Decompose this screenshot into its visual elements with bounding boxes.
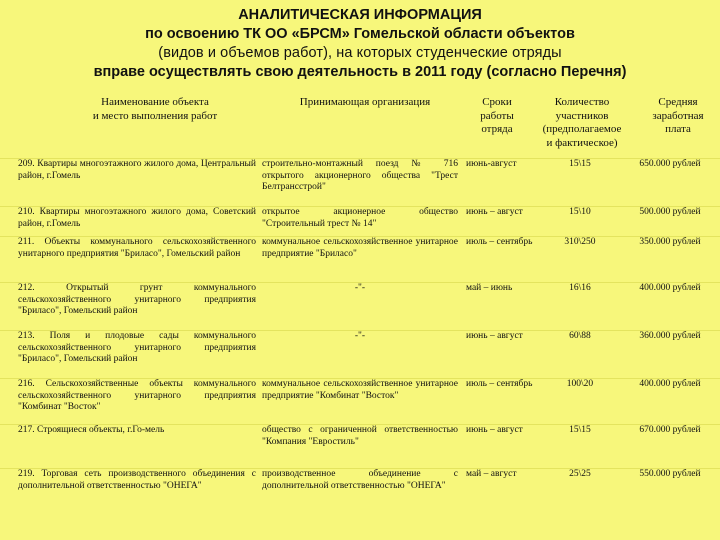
cell-period: июнь – август (466, 207, 523, 217)
cell-period: май – июнь (466, 283, 513, 293)
cell-count: 310\250 (564, 237, 596, 247)
cell-count: 15\10 (569, 207, 591, 217)
table-row (0, 206, 720, 229)
cell-period: июнь – август (466, 331, 523, 341)
cell-org: производственное объединение с дополнительной ответственностью "ОНЕГА" (262, 469, 458, 491)
table-row (0, 468, 720, 491)
cell-org: -"- (354, 331, 366, 341)
cell-org: общество с ограниченной ответственностью "Компания "Евростиль" (262, 425, 458, 447)
header-org: Принимающая организация (299, 96, 431, 108)
cell-count: 15\15 (569, 425, 591, 435)
cell-pay: 400.000 рублей (639, 379, 701, 389)
cell-pay: 360.000 рублей (639, 331, 701, 341)
title-line-4: вправе осуществлять свою деятельность в 2011 году (согласно Перечня) (93, 64, 627, 80)
table-row (0, 282, 720, 316)
header-count: Количество участников (предполагаемое и фактическое) (542, 96, 622, 149)
table-row (0, 330, 720, 364)
document-title (0, 6, 720, 82)
cell-period: июнь – август (466, 425, 523, 435)
cell-pay: 650.000 рублей (639, 159, 701, 169)
table-row (0, 378, 720, 412)
cell-pay: 400.000 рублей (639, 283, 701, 293)
table-row (0, 236, 720, 259)
cell-count: 25\25 (569, 469, 591, 479)
cell-org: -"- (354, 283, 366, 293)
title-line-2: по освоению ТК ОО «БРСМ» Гомельской области объектов (145, 26, 575, 42)
cell-count: 60\88 (569, 331, 591, 341)
cell-org: строительно-монтажный поезд № 716 открытого акционерного общества "Трест Белтрансстрой" (262, 159, 458, 192)
cell-org: коммунальное сельскохозяйственное унитарное предприятие "Бриласо" (262, 237, 458, 259)
cell-name: 217. Строящиеся объекты, г.Го-мель (18, 425, 165, 435)
cell-name: 209. Квартиры многоэтажного жилого дома, Центральный район, г.Гомель (18, 159, 256, 181)
cell-count: 15\15 (569, 159, 591, 169)
cell-pay: 670.000 рублей (639, 425, 701, 435)
cell-name: 210. Квартиры многоэтажного жилого дома, Советский район, г.Гомель (18, 207, 256, 229)
header-period: Сроки работы отряда (480, 96, 514, 135)
title-line-1: АНАЛИТИЧЕСКАЯ ИНФОРМАЦИЯ (238, 7, 482, 23)
header-name: Наименование объекта и место выполнения работ (92, 96, 218, 122)
cell-name: 212. Открытый грунт коммунального сельскохозяйственного унитарного предприятия "Бриласо", Гомельский район (18, 283, 256, 316)
cell-name: 211. Объекты коммунального сельскохозяйственного унитарного предприятия "Бриласо", Гомельский район (18, 237, 256, 259)
table-header (0, 96, 720, 152)
cell-period: июль – сентябрь (466, 379, 533, 389)
cell-pay: 550.000 рублей (639, 469, 701, 479)
header-pay: Средняя заработная плата (652, 96, 704, 135)
table-row (0, 158, 720, 192)
cell-pay: 350.000 рублей (639, 237, 701, 247)
title-line-3: (видов и объемов работ), на которых студенческие отряды (158, 45, 562, 61)
cell-name: 219. Торговая сеть производственного объединения с дополнительной ответственностью "ОНЕГА" (18, 469, 256, 491)
cell-name: 216. Сельскохозяйственные объекты коммунального сельскохозяйственного унитарного предприятия "Комбинат "Восток" (18, 379, 256, 412)
cell-name: 213. Поля и плодовые сады коммунального сельскохозяйственного унитарного предприятия "Бриласо", Гомельский район (18, 331, 256, 364)
table-row (0, 424, 720, 447)
cell-pay: 500.000 рублей (639, 207, 701, 217)
cell-count: 16\16 (569, 283, 591, 293)
cell-period: июль – сентябрь (466, 237, 533, 247)
cell-period: июнь-август (466, 159, 517, 169)
cell-period: май – август (466, 469, 517, 479)
cell-org: коммунальное сельскохозяйственное унитарное предприятие "Комбинат "Восток" (262, 379, 458, 401)
cell-org: открытое акционерное общество "Строительный трест № 14" (262, 207, 458, 229)
cell-count: 100\20 (566, 379, 594, 389)
